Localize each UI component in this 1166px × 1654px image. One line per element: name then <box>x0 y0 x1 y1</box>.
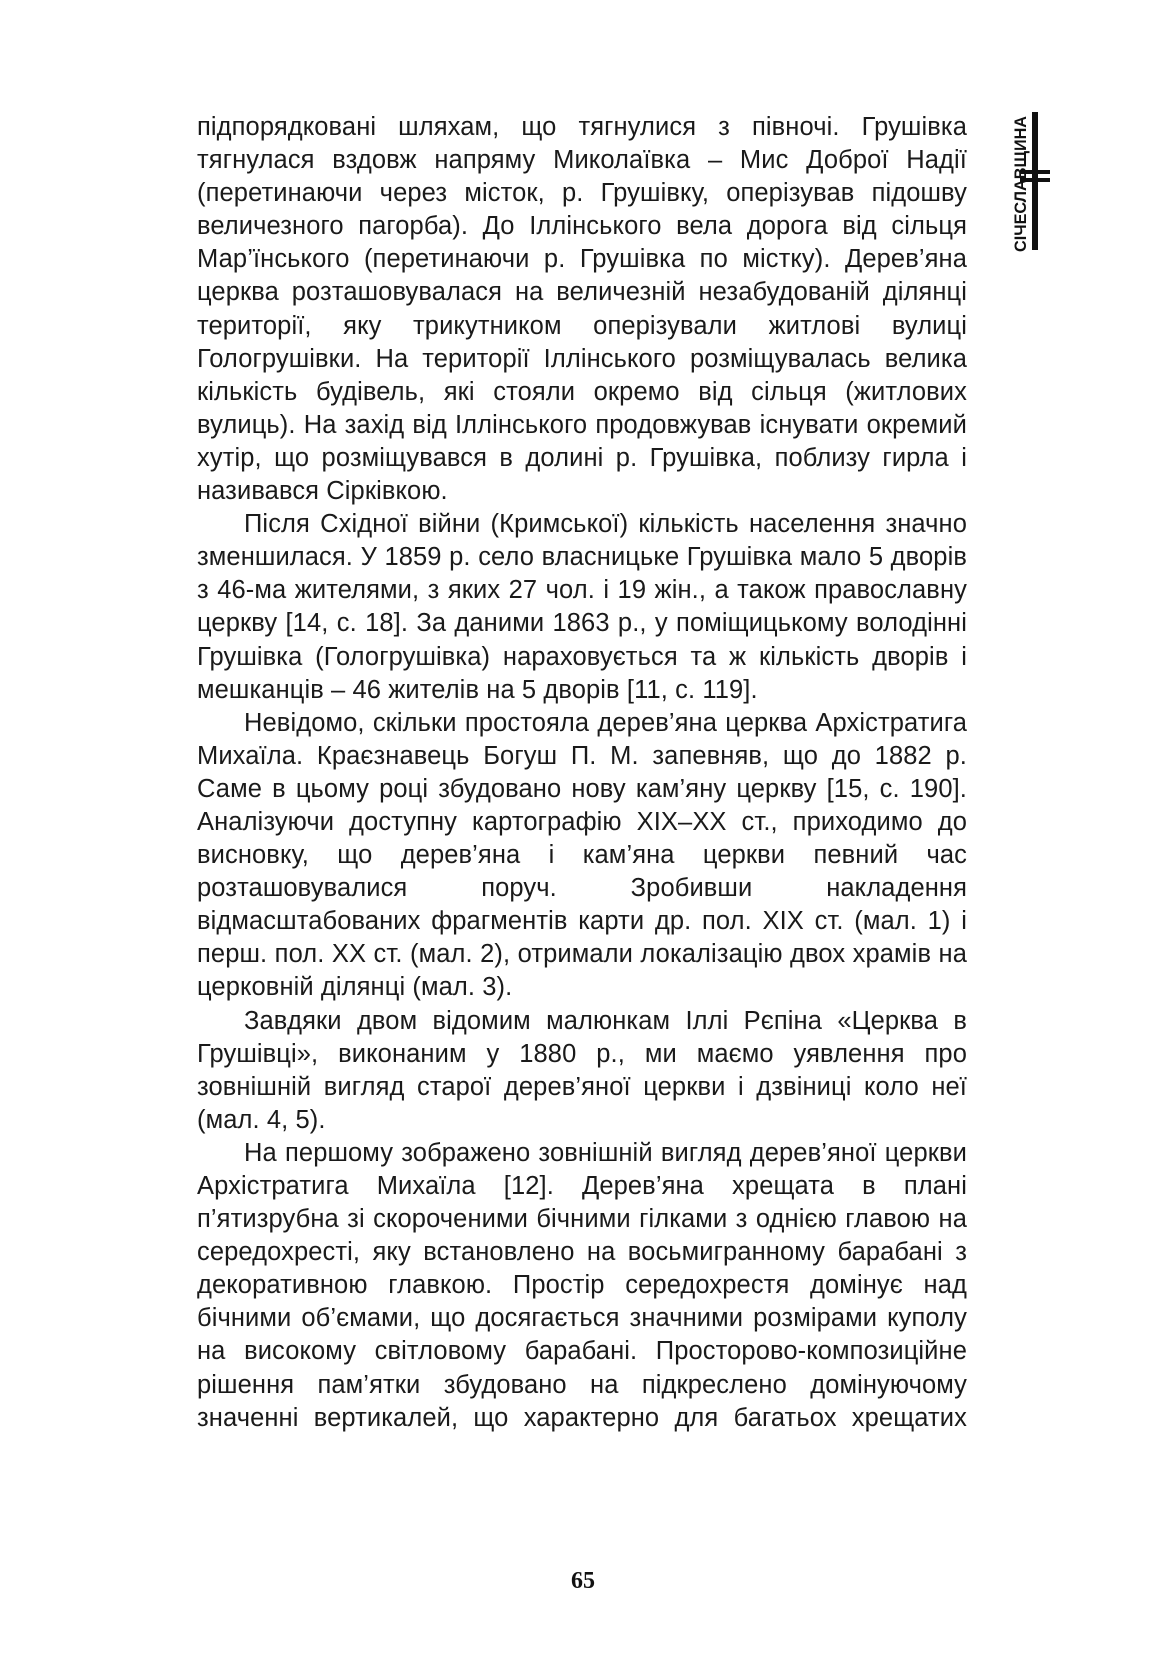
page-number: 65 <box>571 1568 595 1594</box>
paragraph-2: Після Східної війни (Кримської) кількість населення значно зменшилася. У 1859 р. село власницьке Грушівка мало 5 дворів з 46-ма жителями, з яких 27 чол. і 19 жін., а також православну церкву [14, с. 18]. За даними 1863 р., у поміщицькому володінні Грушівка (Гологрушівка) нараховується та ж кількість дворів і мешканців – 46 жителів на 5 дворів [11, с. 119]. <box>197 510 967 704</box>
body-text <box>197 111 967 1435</box>
paragraph-5: На першому зображено зовнішній вигляд дерев’яної церкви Архістратига Михаїла [12]. Дерев’яна хрещата в плані п’ятизрубна зі скороченими бічними гілками з однією главою на середохресті, яку встановлено на восьмигранному барабані з декоративною главкою. Простір середохрестя домінує над бічними об’ємами, що досягається значними розмірами куполу на високому світловому барабані. Просторово-композиційне рішення пам’ятки збудовано на підкреслено домінуючому значенні вертикалей, що характерно для багатьох хрещатих <box>197 1138 967 1432</box>
paragraph-4: Завдяки двом відомим малюнкам Іллі Рєпіна «Церква в Грушівці», виконаним у 1880 р., ми маємо уявлення про зовнішній вигляд старої дерев’яної церкви і дзвіниці коло неї (мал. 4, 5). <box>197 1006 967 1134</box>
svg-text:СІЧЕСЛАВЩИНА: СІЧЕСЛАВЩИНА <box>1011 112 1030 252</box>
sicheslavschyna-logo-icon <box>1000 112 1050 262</box>
paragraph-1: підпорядковані шляхам, що тягнулися з півночі. Грушівка тягнулася вздовж напряму Миколаївка – Мис Доброї Надії (перетинаючи через місток, р. Грушівку, оперізував підошву величезного пагорба). До Іллінського вела дорога від сільця Мар’їнського (перетинаючи р. Грушівка по містку). Дерев’яна церква розташовувалася на величезній незабудованій ділянці території, яку трикутником оперізували житлові вулиці Гологрушівки. На території Іллінського розміщувалась велика кількість будівель, які стояли окремо від сільця (житлових вулиць). На захід від Іллінського продовжував існувати окремий хутір, що розміщувався в долині р. Грушівка, поблизу гирла і називався Сірківкою. <box>197 113 967 506</box>
paragraph-3: Невідомо, скільки простояла дерев’яна церква Архістратига Михаїла. Краєзнавець Богуш П. М. запевняв, що до 1882 р. Саме в цьому році збудовано нову кам’яну церкву [15, с. 190]. Аналізуючи доступну картографію XIX–XX ст., приходимо до висновку, що дерев’яна і кам’яна церкви певний час розташовувалися поруч. Зробивши накладення відмасштабованих фрагментів карти др. пол. XIX ст. (мал. 1) і перш. пол. XX ст. (мал. 2), отримали локалізацію двох храмів на церковній ділянці (мал. 3). <box>197 708 967 1002</box>
